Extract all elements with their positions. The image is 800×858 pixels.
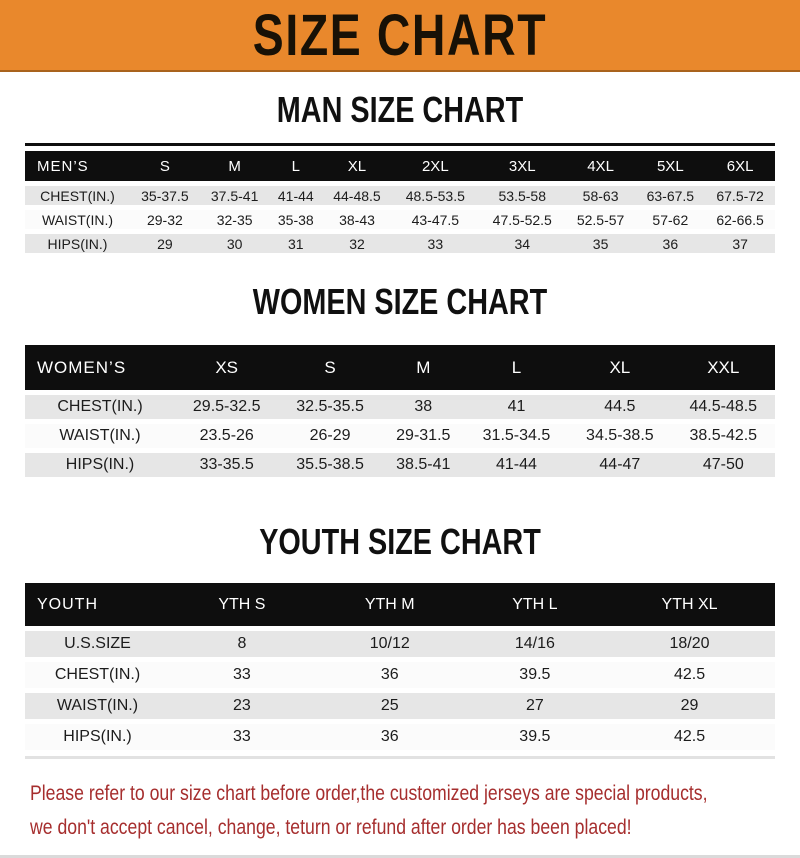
disclaimer: [0, 768, 800, 858]
value-cell: 53.5-58: [479, 186, 566, 205]
man-section-title-text: MAN SIZE CHART: [276, 89, 524, 130]
table-row: [25, 662, 775, 688]
value-cell: 25: [314, 693, 466, 719]
table-row: [25, 186, 775, 205]
mens-corner-label: MEN’S: [25, 151, 130, 181]
value-cell: 31: [270, 234, 323, 253]
value-cell: 23.5-26: [175, 424, 278, 448]
value-cell: 29: [130, 234, 200, 253]
value-cell: 34: [479, 234, 566, 253]
value-cell: 47-50: [672, 453, 775, 477]
table-row: [25, 453, 775, 477]
table-header-row: [25, 583, 775, 626]
disclaimer-line-2: we don't accept cancel, change, teturn or refund after order has been placed!: [30, 816, 632, 839]
size-column-header: XL: [322, 151, 392, 181]
value-cell: 31.5-34.5: [465, 424, 568, 448]
youth-section-title-text: YOUTH SIZE CHART: [259, 521, 541, 562]
value-cell: 34.5-38.5: [568, 424, 671, 448]
size-column-header: 3XL: [479, 151, 566, 181]
value-cell: 39.5: [466, 662, 604, 688]
youth-section-title: [0, 521, 800, 563]
man-section-title: [0, 89, 800, 131]
mens-size-table-wrap: [25, 143, 775, 258]
size-column-header: S: [278, 345, 381, 390]
youth-size-table: [25, 578, 775, 755]
value-cell: 36: [314, 662, 466, 688]
table-row: [25, 631, 775, 657]
value-cell: 27: [466, 693, 604, 719]
value-cell: 14/16: [466, 631, 604, 657]
size-column-header: 6XL: [705, 151, 775, 181]
value-cell: 41: [465, 395, 568, 419]
size-column-header: 2XL: [392, 151, 479, 181]
value-cell: 29-32: [130, 210, 200, 229]
table-row: [25, 424, 775, 448]
value-cell: 57-62: [635, 210, 705, 229]
value-cell: 10/12: [314, 631, 466, 657]
size-column-header: M: [382, 345, 465, 390]
value-cell: 42.5: [604, 724, 775, 750]
size-column-header: 4XL: [566, 151, 636, 181]
value-cell: 58-63: [566, 186, 636, 205]
value-cell: 32: [322, 234, 392, 253]
banner-title: SIZE CHART: [252, 2, 548, 68]
measure-label-cell: HIPS(IN.): [25, 724, 170, 750]
value-cell: 32-35: [200, 210, 270, 229]
value-cell: 37.5-41: [200, 186, 270, 205]
table-row: [25, 210, 775, 229]
womens-size-table-wrap: [25, 340, 775, 482]
value-cell: 23: [170, 693, 314, 719]
value-cell: 62-66.5: [705, 210, 775, 229]
measure-label-cell: WAIST(IN.): [25, 424, 175, 448]
size-column-header: YTH L: [466, 583, 604, 626]
value-cell: 33-35.5: [175, 453, 278, 477]
value-cell: 43-47.5: [392, 210, 479, 229]
value-cell: 47.5-52.5: [479, 210, 566, 229]
women-section-title: [0, 281, 800, 323]
value-cell: 67.5-72: [705, 186, 775, 205]
youth-corner-label: YOUTH: [25, 583, 170, 626]
youth-size-table-wrap: [25, 578, 775, 759]
measure-label-cell: WAIST(IN.): [25, 210, 130, 229]
value-cell: 33: [392, 234, 479, 253]
youth-table-bottom-rule: [25, 756, 775, 759]
value-cell: 44-47: [568, 453, 671, 477]
value-cell: 35-38: [270, 210, 323, 229]
value-cell: 35: [566, 234, 636, 253]
value-cell: 41-44: [270, 186, 323, 205]
value-cell: 29.5-32.5: [175, 395, 278, 419]
value-cell: 26-29: [278, 424, 381, 448]
value-cell: 30: [200, 234, 270, 253]
table-header-row: [25, 151, 775, 181]
table-header-row: [25, 345, 775, 390]
size-column-header: XS: [175, 345, 278, 390]
value-cell: 44-48.5: [322, 186, 392, 205]
mens-size-table: [25, 146, 775, 258]
value-cell: 18/20: [604, 631, 775, 657]
value-cell: 44.5-48.5: [672, 395, 775, 419]
value-cell: 38.5-41: [382, 453, 465, 477]
value-cell: 42.5: [604, 662, 775, 688]
measure-label-cell: CHEST(IN.): [25, 186, 130, 205]
women-section-title-text: WOMEN SIZE CHART: [252, 281, 548, 322]
table-row: [25, 693, 775, 719]
size-column-header: YTH M: [314, 583, 466, 626]
value-cell: 36: [635, 234, 705, 253]
size-column-header: M: [200, 151, 270, 181]
value-cell: 39.5: [466, 724, 604, 750]
value-cell: 37: [705, 234, 775, 253]
value-cell: 8: [170, 631, 314, 657]
measure-label-cell: HIPS(IN.): [25, 234, 130, 253]
size-column-header: S: [130, 151, 200, 181]
size-column-header: YTH XL: [604, 583, 775, 626]
table-row: [25, 724, 775, 750]
size-column-header: XL: [568, 345, 671, 390]
value-cell: 44.5: [568, 395, 671, 419]
value-cell: 38-43: [322, 210, 392, 229]
measure-label-cell: U.S.SIZE: [25, 631, 170, 657]
size-column-header: L: [270, 151, 323, 181]
value-cell: 52.5-57: [566, 210, 636, 229]
measure-label-cell: CHEST(IN.): [25, 395, 175, 419]
size-column-header: XXL: [672, 345, 775, 390]
size-column-header: 5XL: [635, 151, 705, 181]
value-cell: 35.5-38.5: [278, 453, 381, 477]
value-cell: 35-37.5: [130, 186, 200, 205]
value-cell: 29-31.5: [382, 424, 465, 448]
value-cell: 33: [170, 662, 314, 688]
value-cell: 41-44: [465, 453, 568, 477]
value-cell: 36: [314, 724, 466, 750]
measure-label-cell: WAIST(IN.): [25, 693, 170, 719]
size-column-header: L: [465, 345, 568, 390]
value-cell: 63-67.5: [635, 186, 705, 205]
size-column-header: YTH S: [170, 583, 314, 626]
table-row: [25, 234, 775, 253]
value-cell: 38: [382, 395, 465, 419]
womens-corner-label: WOMEN’S: [25, 345, 175, 390]
womens-size-table: [25, 340, 775, 482]
value-cell: 48.5-53.5: [392, 186, 479, 205]
size-chart-banner: [0, 0, 800, 72]
measure-label-cell: HIPS(IN.): [25, 453, 175, 477]
table-row: [25, 395, 775, 419]
value-cell: 32.5-35.5: [278, 395, 381, 419]
measure-label-cell: CHEST(IN.): [25, 662, 170, 688]
disclaimer-line-1: Please refer to our size chart before order,the customized jerseys are special products,: [30, 782, 708, 805]
value-cell: 38.5-42.5: [672, 424, 775, 448]
value-cell: 33: [170, 724, 314, 750]
value-cell: 29: [604, 693, 775, 719]
